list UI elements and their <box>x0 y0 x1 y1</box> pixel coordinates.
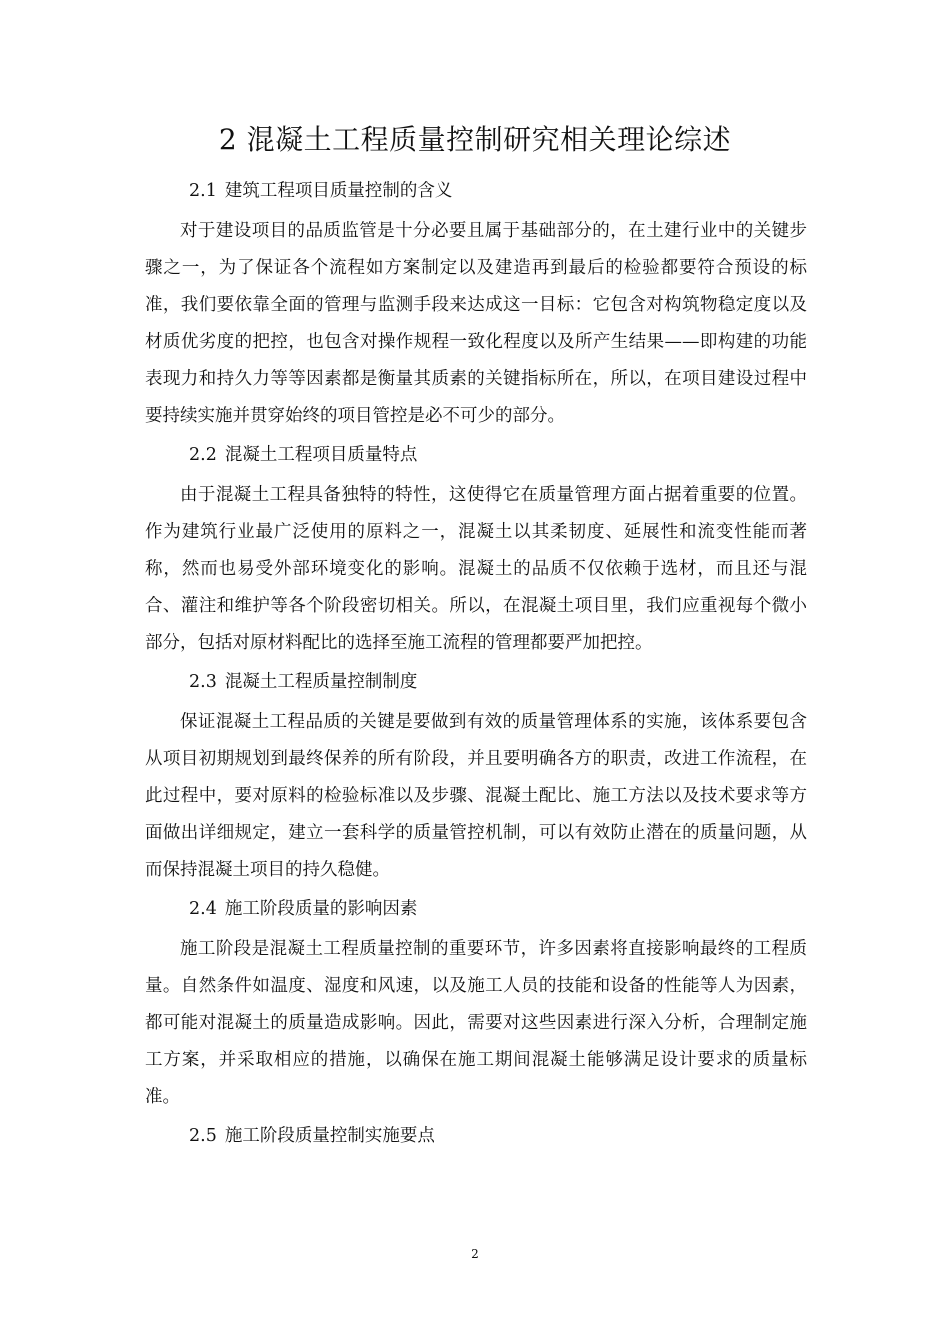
section-title: 混凝土工程项目质量特点 <box>224 445 418 465</box>
page-number: 2 <box>471 1247 479 1261</box>
section-2-3 <box>145 667 807 889</box>
section-heading <box>145 894 807 924</box>
section-paragraph: 施工阶段是混凝土工程质量控制的重要环节，许多因素将直接影响最终的工程质量。自然条件如温度、湿度和风速，以及施工人员的技能和设备的性能等人为因素，都可能对混凝土的质量造成影响。因此，需要对这些因素进行深入分析，合理制定施工方案，并采取相应的措施，以确保在施工期间混凝土能够满足设计要求的质量标准。 <box>145 939 807 1107</box>
section-number: 2.1 <box>189 181 217 201</box>
section-2-2 <box>145 440 807 662</box>
section-heading <box>145 176 807 206</box>
section-2-4 <box>145 894 807 1116</box>
section-title: 施工阶段质量控制实施要点 <box>224 1126 435 1146</box>
section-paragraph: 对于建设项目的品质监管是十分必要且属于基础部分的，在土建行业中的关键步骤之一，为了保证各个流程如方案制定以及建造再到最后的检验都要符合预设的标准，我们要依靠全面的管理与监测手段来达成这一目标：它包含对构筑物稳定度以及材质优劣度的把控，也包含对操作规程一致化程度以及所产生结果——即构建的功能表现力和持久力等等因素都是衡量其质素的关键指标所在，所以，在项目建设过程中要持续实施并贯穿始终的项目管控是必不可少的部分。 <box>145 221 807 426</box>
section-2-1 <box>145 176 807 435</box>
section-heading <box>145 667 807 697</box>
section-heading <box>145 1121 807 1151</box>
section-number: 2.3 <box>189 672 217 692</box>
section-number: 2.2 <box>189 445 217 465</box>
section-title: 混凝土工程质量控制制度 <box>224 672 418 692</box>
chapter-title: 2 混凝土工程质量控制研究相关理论综述 <box>218 123 732 156</box>
section-title: 建筑工程项目质量控制的含义 <box>224 181 453 201</box>
section-paragraph: 由于混凝土工程具备独特的特性，这使得它在质量管理方面占据着重要的位置。作为建筑行业最广泛使用的原料之一，混凝土以其柔韧度、延展性和流变性能而著称，然而也易受外部环境变化的影响。混凝土的品质不仅依赖于选材，而且还与混合、灌注和维护等各个阶段密切相关。所以，在混凝土项目里，我们应重视每个微小部分，包括对原材料配比的选择至施工流程的管理都要严加把控。 <box>145 485 807 653</box>
section-title: 施工阶段质量的影响因素 <box>224 899 418 919</box>
section-number: 2.5 <box>189 1126 217 1146</box>
document-body <box>145 176 807 1158</box>
section-number: 2.4 <box>189 899 217 919</box>
section-2-5 <box>145 1121 807 1151</box>
section-paragraph: 保证混凝土工程品质的关键是要做到有效的质量管理体系的实施，该体系要包含从项目初期规划到最终保养的所有阶段，并且要明确各方的职责，改进工作流程，在此过程中，要对原料的检验标准以及步骤、混凝土配比、施工方法以及技术要求等方面做出详细规定，建立一套科学的质量管控机制，可以有效防止潜在的质量问题，从而保持混凝土项目的持久稳健。 <box>145 712 807 880</box>
section-heading <box>145 440 807 470</box>
